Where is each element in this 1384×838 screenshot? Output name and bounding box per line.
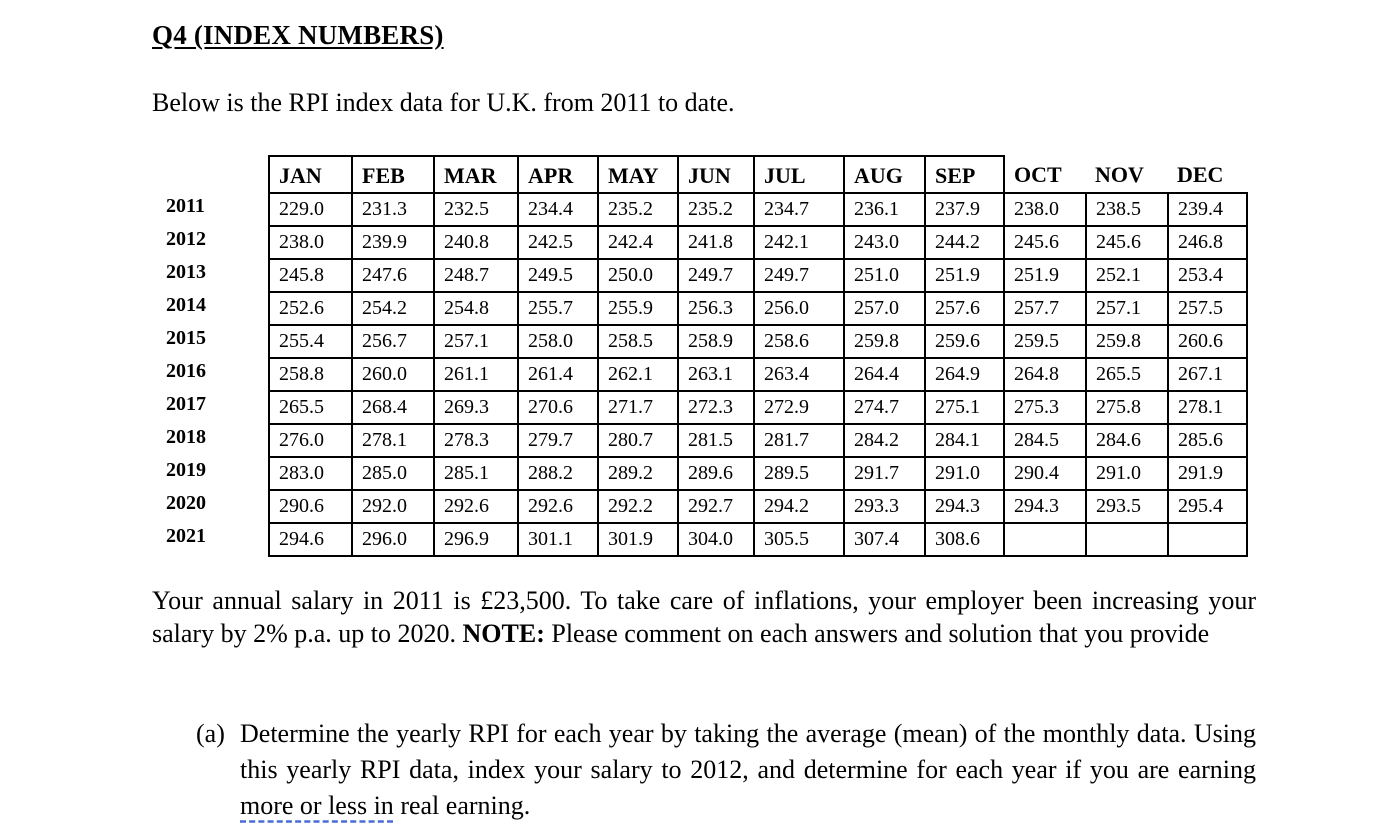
- spellcheck-underlined-phrase: more or less in: [240, 791, 394, 820]
- rpi-cell: 292.6: [518, 490, 598, 523]
- intro-text: Below is the RPI index data for U.K. from 2011 to date.: [152, 88, 735, 117]
- rpi-cell: 241.8: [678, 226, 754, 259]
- year-label: 2016: [166, 360, 206, 382]
- rpi-cell: 289.5: [754, 457, 844, 490]
- rpi-cell: 279.7: [518, 424, 598, 457]
- rpi-cell: 248.7: [434, 259, 518, 292]
- rpi-cell: 283.0: [269, 457, 352, 490]
- rpi-cell: [1004, 523, 1086, 556]
- rpi-cell: 239.4: [1168, 193, 1247, 226]
- rpi-cell: 257.6: [925, 292, 1004, 325]
- rpi-cell: 291.7: [844, 457, 925, 490]
- month-header-row: [269, 156, 1247, 193]
- rpi-cell: 289.2: [598, 457, 678, 490]
- rpi-cell: 275.8: [1086, 391, 1168, 424]
- rpi-cell: 259.5: [1004, 325, 1086, 358]
- rpi-cell: 255.7: [518, 292, 598, 325]
- rpi-cell: 296.0: [352, 523, 434, 556]
- rpi-cell: 269.3: [434, 391, 518, 424]
- rpi-cell: 256.3: [678, 292, 754, 325]
- rpi-cell: 249.7: [754, 259, 844, 292]
- rpi-cell: 278.1: [1168, 391, 1247, 424]
- rpi-cell: 258.9: [678, 325, 754, 358]
- rpi-cell: 256.7: [352, 325, 434, 358]
- question-a-text-end: real earning.: [393, 791, 531, 820]
- rpi-cell: 284.2: [844, 424, 925, 457]
- month-header-oct: OCT: [1004, 156, 1086, 193]
- rpi-cell: 240.8: [434, 226, 518, 259]
- rpi-cell: 292.7: [678, 490, 754, 523]
- rpi-cell: 265.5: [269, 391, 352, 424]
- rpi-cell: 255.4: [269, 325, 352, 358]
- note-label: NOTE:: [462, 619, 545, 648]
- rpi-cell: [1168, 523, 1247, 556]
- month-header-apr: APR: [518, 156, 598, 193]
- rpi-cell: 258.5: [598, 325, 678, 358]
- rpi-cell: 263.1: [678, 358, 754, 391]
- rpi-cell: 284.6: [1086, 424, 1168, 457]
- rpi-cell: 285.0: [352, 457, 434, 490]
- rpi-cell: 258.8: [269, 358, 352, 391]
- rpi-cell: 294.3: [925, 490, 1004, 523]
- rpi-cell: 245.6: [1004, 226, 1086, 259]
- table-row: [269, 391, 1247, 424]
- rpi-cell: 301.1: [518, 523, 598, 556]
- rpi-cell: 254.2: [352, 292, 434, 325]
- rpi-cell: 278.1: [352, 424, 434, 457]
- rpi-cell: 259.8: [1086, 325, 1168, 358]
- question-a-label: (a): [196, 719, 225, 748]
- month-header-may: MAY: [598, 156, 678, 193]
- rpi-cell: 305.5: [754, 523, 844, 556]
- rpi-cell: 236.1: [844, 193, 925, 226]
- month-header-feb: FEB: [352, 156, 434, 193]
- salary-paragraph: [152, 584, 1256, 650]
- question-a: [196, 716, 1256, 824]
- rpi-cell: 292.0: [352, 490, 434, 523]
- rpi-cell: 238.0: [269, 226, 352, 259]
- rpi-cell: 261.1: [434, 358, 518, 391]
- table-row: [269, 226, 1247, 259]
- table-row: [269, 193, 1247, 226]
- rpi-cell: 242.4: [598, 226, 678, 259]
- rpi-cell: 264.8: [1004, 358, 1086, 391]
- rpi-cell: 294.2: [754, 490, 844, 523]
- rpi-cell: 264.4: [844, 358, 925, 391]
- rpi-cell: 285.6: [1168, 424, 1247, 457]
- table-row: [269, 523, 1247, 556]
- rpi-cell: 242.1: [754, 226, 844, 259]
- rpi-cell: 267.1: [1168, 358, 1247, 391]
- month-header-jan: JAN: [269, 156, 352, 193]
- month-header-aug: AUG: [844, 156, 925, 193]
- year-label: 2017: [166, 393, 206, 415]
- rpi-cell: 294.3: [1004, 490, 1086, 523]
- rpi-cell: 252.6: [269, 292, 352, 325]
- rpi-cell: 270.6: [518, 391, 598, 424]
- rpi-cell: 234.4: [518, 193, 598, 226]
- year-label: 2020: [166, 492, 206, 514]
- rpi-cell: 268.4: [352, 391, 434, 424]
- rpi-cell: 235.2: [598, 193, 678, 226]
- rpi-cell: 294.6: [269, 523, 352, 556]
- rpi-cell: 251.9: [925, 259, 1004, 292]
- rpi-cell: 238.5: [1086, 193, 1168, 226]
- rpi-cell: 272.3: [678, 391, 754, 424]
- table-row: [269, 259, 1247, 292]
- year-label: 2015: [166, 327, 206, 349]
- rpi-cell: 304.0: [678, 523, 754, 556]
- rpi-cell: 289.6: [678, 457, 754, 490]
- year-labels: [166, 190, 226, 553]
- month-header-nov: NOV: [1086, 156, 1168, 193]
- rpi-cell: 292.2: [598, 490, 678, 523]
- rpi-cell: 251.9: [1004, 259, 1086, 292]
- table-row: [269, 424, 1247, 457]
- table-row: [269, 457, 1247, 490]
- rpi-cell: 239.9: [352, 226, 434, 259]
- year-label: 2018: [166, 426, 206, 448]
- rpi-cell: 255.9: [598, 292, 678, 325]
- rpi-cell: 234.7: [754, 193, 844, 226]
- rpi-cell: 296.9: [434, 523, 518, 556]
- rpi-cell: 259.6: [925, 325, 1004, 358]
- question-heading: Q4 (INDEX NUMBERS): [152, 20, 444, 50]
- year-label: 2014: [166, 294, 206, 316]
- rpi-cell: 263.4: [754, 358, 844, 391]
- rpi-cell: 295.4: [1168, 490, 1247, 523]
- rpi-cell: 278.3: [434, 424, 518, 457]
- rpi-cell: 252.1: [1086, 259, 1168, 292]
- rpi-cell: 258.0: [518, 325, 598, 358]
- rpi-cell: 265.5: [1086, 358, 1168, 391]
- rpi-cell: 258.6: [754, 325, 844, 358]
- rpi-cell: 257.1: [1086, 292, 1168, 325]
- rpi-cell: 293.5: [1086, 490, 1168, 523]
- rpi-cell: 256.0: [754, 292, 844, 325]
- question-a-text: [240, 716, 1256, 824]
- rpi-cell: 293.3: [844, 490, 925, 523]
- rpi-cell: 237.9: [925, 193, 1004, 226]
- rpi-cell: 284.1: [925, 424, 1004, 457]
- month-header-sep: SEP: [925, 156, 1004, 193]
- rpi-cell: 238.0: [1004, 193, 1086, 226]
- rpi-cell: 260.6: [1168, 325, 1247, 358]
- rpi-cell: 275.1: [925, 391, 1004, 424]
- salary-note-text: Please comment on each answers and solution that you provide: [544, 619, 1210, 648]
- rpi-cell: 257.7: [1004, 292, 1086, 325]
- month-header-mar: MAR: [434, 156, 518, 193]
- rpi-cell: 290.6: [269, 490, 352, 523]
- rpi-cell: 246.8: [1168, 226, 1247, 259]
- rpi-cell: 245.6: [1086, 226, 1168, 259]
- rpi-cell: 260.0: [352, 358, 434, 391]
- year-label: 2013: [166, 261, 206, 283]
- table-row: [269, 490, 1247, 523]
- rpi-cell: 292.6: [434, 490, 518, 523]
- rpi-cell: 244.2: [925, 226, 1004, 259]
- rpi-cell: 271.7: [598, 391, 678, 424]
- rpi-cell: 242.5: [518, 226, 598, 259]
- rpi-cell: 308.6: [925, 523, 1004, 556]
- rpi-cell: 250.0: [598, 259, 678, 292]
- rpi-cell: 291.9: [1168, 457, 1247, 490]
- rpi-cell: 281.7: [754, 424, 844, 457]
- question-a-text-part: Determine the yearly RPI for each year by taking the average (mean) of the monthly data. Using this yearly RPI data, index your salary to 2012, and determine for each year if you are earning: [240, 719, 1256, 784]
- rpi-cell: 261.4: [518, 358, 598, 391]
- rpi-cell: 291.0: [925, 457, 1004, 490]
- rpi-cell: 281.5: [678, 424, 754, 457]
- rpi-cell: 301.9: [598, 523, 678, 556]
- rpi-cell: 276.0: [269, 424, 352, 457]
- rpi-cell: 251.0: [844, 259, 925, 292]
- rpi-cell: [1086, 523, 1168, 556]
- rpi-cell: 249.7: [678, 259, 754, 292]
- rpi-cell: 275.3: [1004, 391, 1086, 424]
- rpi-cell: 272.9: [754, 391, 844, 424]
- month-header-jun: JUN: [678, 156, 754, 193]
- rpi-cell: 247.6: [352, 259, 434, 292]
- rpi-cell: 307.4: [844, 523, 925, 556]
- salary-text: Your annual salary in 2011 is £23,500. To take care of inflations, your employer been increasing your salary by 2% p.a. up to 2020.: [152, 586, 1256, 648]
- rpi-cell: 257.1: [434, 325, 518, 358]
- rpi-cell: 285.1: [434, 457, 518, 490]
- rpi-cell: 231.3: [352, 193, 434, 226]
- rpi-cell: 249.5: [518, 259, 598, 292]
- rpi-cell: 284.5: [1004, 424, 1086, 457]
- rpi-cell: 257.0: [844, 292, 925, 325]
- rpi-table: [268, 155, 1248, 557]
- rpi-cell: 245.8: [269, 259, 352, 292]
- rpi-cell: 257.5: [1168, 292, 1247, 325]
- rpi-cell: 235.2: [678, 193, 754, 226]
- rpi-cell: 259.8: [844, 325, 925, 358]
- year-label: 2019: [166, 459, 206, 481]
- rpi-cell: 274.7: [844, 391, 925, 424]
- rpi-cell: 254.8: [434, 292, 518, 325]
- rpi-cell: 232.5: [434, 193, 518, 226]
- rpi-cell: 280.7: [598, 424, 678, 457]
- table-row: [269, 292, 1247, 325]
- year-label: 2021: [166, 525, 206, 547]
- rpi-cell: 229.0: [269, 193, 352, 226]
- table-row: [269, 325, 1247, 358]
- year-label: 2011: [166, 195, 205, 217]
- rpi-cell: 291.0: [1086, 457, 1168, 490]
- rpi-cell: 290.4: [1004, 457, 1086, 490]
- rpi-cell: 243.0: [844, 226, 925, 259]
- month-header-dec: DEC: [1168, 156, 1247, 193]
- rpi-cell: 264.9: [925, 358, 1004, 391]
- rpi-cell: 253.4: [1168, 259, 1247, 292]
- rpi-cell: 288.2: [518, 457, 598, 490]
- year-label: 2012: [166, 228, 206, 250]
- month-header-jul: JUL: [754, 156, 844, 193]
- rpi-cell: 262.1: [598, 358, 678, 391]
- table-row: [269, 358, 1247, 391]
